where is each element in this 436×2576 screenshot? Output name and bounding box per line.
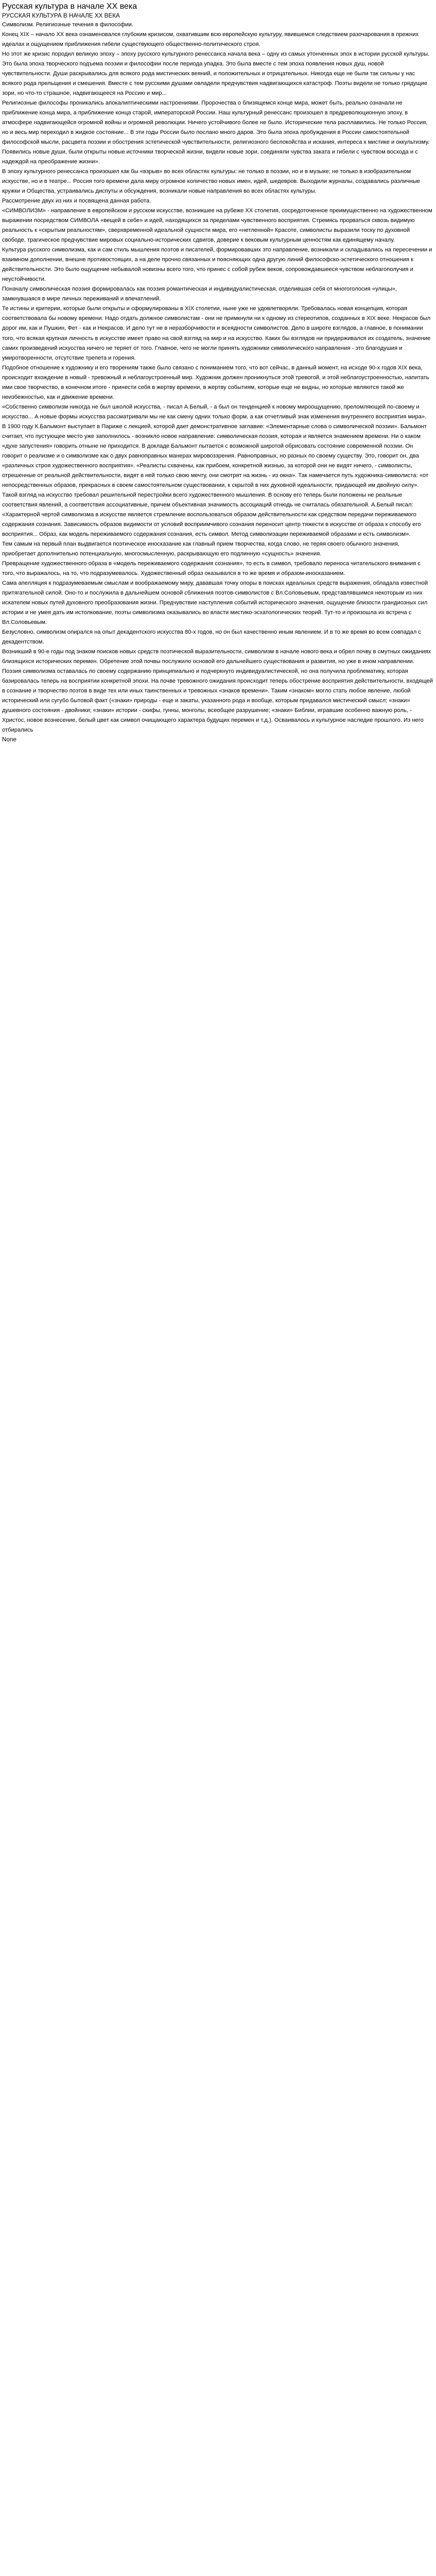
document-page: [0, 0, 436, 748]
document-footer: None: [2, 736, 16, 743]
document-subtitle: РУССКАЯ КУЛЬТУРА В НАЧАЛЕ ХХ ВЕКА: [2, 12, 120, 19]
page-title: Русская культура в начале ХХ века: [2, 2, 137, 11]
document-body: Символизм. Религиозные течения в философии. Конец XIX – начало XX века ознаменовался глубоким кризисом, охватившим всю европейскую культуру, явившемся следствием разочарования в прежних идеалах и ощущением приближения гибели существующего общественно-политического строя. Но этот же кризис породил великую эпоху – эпоху русского культурного ренессанса начала века – одну из самых утонченных эпох в истории русской культуры. Это была эпоха творческого подъема поэзии и философии после периода упадка. Это была вместе с тем эпоха появления новых душ, новой чувствительности. Души раскрывались для всякого рода мистических веяний, и положительных и отрицательных. Никогда еще не были так сильны у нас всякого рода прельщения и смешения. Вместе с тем русскими душами овладели предчувствия надвигающихся катастроф. Поэты видели не только грядущие зори, но что-то страшное, надвигающееся на Россию и мир... Религиозные философы проникались апокалиптическими настроениями. Пророчества о близящемся конце мира, может быть, реально означали не приближение конца мира, а приближение конца старой, императорской России. Наш культурный ренессанс произошел в предреволюционную эпоху, в атмосфере надвигающейся огромной войны и огромной революции. Ничего устойчивого более не было. Исторические тела расплавились. Не только Россия, но и весь мир переходил в жидкое состояние... В эти годы России было послано много даров. Это была эпоха пробуждения в России самостоятельной философской мысли, расцвета поэзии и обострения эстетической чувствительности, религиозного беспокойства и искания, интереса к мистике и оккультизму. Появились новые души, были открыты новые источники творческой жизни, видели новые зори, соединяли чувства заката и гибели с чувством восхода и с надеждой на преображение жизни». В эпоху культурного ренессанса произошел как бы «взрыв» во всех областях культуры: не только в поэзии, но и в музыке; не только в изобразительном искусстве, но и в театре... Россия того времени дала миру огромное количество новых имен, идей, шедевров. Выходили журналы, создавались различные кружки и Общества, устраивались диспуты и обсуждения, возникали новые направления во всех областях культуры. Рассмотрение двух из них и посвящена данная работа. «СИМВОЛИЗМ» - направление в европейском и русском искусстве, возникшее на рубеже ХХ столетия, сосредоточенное преимущественно на художественном выражении посредством СИМВОЛА «вещей в себе» и идей, находящихся за пределами чувственного восприятия. Стремясь прорваться сквозь видимую реальность к «скрытым реальностям», сверхвременной идеальной сущности мира, его «нетленной» Красоте, символисты выразили тоску по духовной свободе, трагическое предчувствие мировых социально-исторических сдвигов, доверие к вековым культурным ценностям как единящему началу. Культура русского символизма, как и сам стиль мышления поэтов и писателей, формировавших это направление, возникали и складывались на пересечении и взаимном дополнении, внешне противостоящих, а на деле прочно связанных и поясняющих одна другую линий философско-эстетического отношения к действительности. Это было ощущение небывалой новизны всего того, что принес с собой рубеж веков, сопровождавшееся чувством неблагополучия и неустойчивости. Поначалу символическая поэзия формировалась как поэзия романтическая и индивидуалистическая, отделившая себя от многоголосия «улицы», замкнувшаяся в мире личных переживаний и впечатлений. Те истины и критерии, которые были открыты и сформулированы в XIX столетии, ныне уже не удовлетворяли. Требовалась новая концепция, которая соответствовала бы новому времени. Надо отдать должное символистам - они не примкнули ни к одному из стереотипов, созданных в XIX веке. Некрасов был дорог им, как и Пушкин, Фет - как и Некрасов. И дело тут не в неразборчивости и всеядности символистов. Дело в широте взглядов, а главное, в понимании того, что всякая крупная личность в искусстве имеет право на свой взгляд на мир и на искусство. Каких бы взглядов ни придерживался их создатель, значение самих произведений искусства ничего не теряет от того. Главное, чего не могли принять художники символического направления - это благодушия и умиротворенности, отсутствие трепета и горения. Подобное отношение к художнику и его творениям также было связано с пониманием того, что вот сейчас, в данный момент, на исходе 90-х годов XIX века, происходит вхождение в новый - тревожный и неблагоустроенный мир. Художник должен проникнуться этой тревогой, и этой неблагоустроенностью, напитать ими свое творчество, в конечном итоге - принести себя в жертву времени, в жертву событиям, которые еще не видны, но которые являются такой же неизбежностью, как и движение времени. «Собственно символизм никогда не был школой искусства, - писал А.Белый, - а был он тенденцией к новому мироощущению, преломляющей по-своему и искусство... А новые формы искусства рассматривали мы не как смену одних только форм, а как отчетливый знак изменения внутреннего восприятия мира». В 1900 году К.Бальмонт выступает в Париже с лекцией, которой дает демонстративное заглавие: «Элементарные слова о символической поэзии». Бальмонт считает, что пустующее место уже заполнилось - возникло новое направление: символическая поэзия, которая и является знамением времени. Ни о каком «духе запустения» говорить отныне не приходится. В докладе Бальмонт пытается с возможной широтой обрисовать состояние современной поэзии. Он говорит о реализме и о символизме как о двух равноправных манерах мировоззрения. Равноправных, но разных по своему существу. Это, говорит он, два «различных строя художественного восприятия». «Реалисты схвачены, как прибоем, конкретной жизнью, за которой они не видят ничего, - символисты, отрешенные от реальной действительности, видят в ней только свою мечту, они смотрят на жизнь - из окна». Так намечается путь художника-символиста: «от непосредственных образов, прекрасных в своем самостоятельном существовании, к скрытой в них духовной идеальности, придающей им двойную силу». Такой взгляд на искусство требовал решительной перестройки всего художественного мышления. В основу его теперь были положены не реальные соответствия явлений, а соответствия ассоциативные, причем объективная значимость ассоциаций отнюдь не считалась обязательной. А.Белый писал: «Характерной чертой символизма в искусстве является стремление воспользоваться образом действительности как средством передачи переживаемого содержания сознания. Зависимость образов видимости от условий восприимчивого сознания переносит центр тяжести в искусстве от образа к способу его восприятия... Образ, как модель переживаемого содержания сознания, есть символ. Метод символизации переживаемой образами и есть символизм». Тем самым на первый план выдвигается поэтическое иносказание как главный прием творчества, когда слово, не теряя своего обычного значения, приобретает дополнительно потенциальную, многосмысленную, раскрывающую его подлинную «сущность» значения. Превращение художественного образа в «модель переживаемого содержания сознания», то есть в символ, требовало переноса читательского внимания с того, что выражалось, на то, что подразумевалось. Художественный образ оказывался в то же время и образом-иносказанием. Сама апелляция к подразумеваемым смыслам и воображаемому миру, дававшая точку опоры в поисках идеальных средств выражения, обладала известной притягательной силой. Оно-то и послужила в дальнейшем основой сближения поэтов-символистов с Вл.Соловьевым, представлявшимся некоторым из них искателем новых путей духовного преобразования жизни. Предчувствие наступления событий исторического значения, ощущение близости грандиозных сил истории и не умея дать им истолкование, поэты символизма оказывались во власти мистико-эсхатологических теорий. Тут-то и произошла их встреча с Вл.Соловьевым. Безусловно, символизм опирался на опыт декадентского искусства 80-х годов, но он был качественно иным явлением. И в то же время во всем совпадал с декадентством. Возникший в 90-е годы под знаком поисков новых средств поэтической выразительности, символизм в начале нового века и обрел почву в смутных ожиданиях близящихся исторических перемен. Обретение этой почвы послужило основой его дальнейшего существования и развития, но уже в ином направлении. Поэзия символизма оставалась по своему содержанию принципиально и подчеркнуто индивидуалистической, но она получила проблематику, которая базировалась теперь на восприятии конкретной эпохи. На почве тревожного ожидания происходит теперь обострение восприятия действительности, входящей в сознание и творчество поэтов в виде тех или иных таинственных и тревожных «знаков времени». Таким «знаком» могло стать любое явление, любой исторический или сугубо бытовой факт («знаки» природы - еще и закаты, указанного рода и вообще, которым придавался мистический смысл; «знаки» душевного состояния - двойники; «знаки» истории - скифы, гунны, монголы, всеобщее разрушение; «знаки» Библии, игравшие особенно важную роль, - Христос, новое вознесение, белый цвет как символ очищающего характера будущих перемен и т.д.). Осваивалось и культурное наследие прошлого. Из него отбирались: [2, 22, 433, 734]
